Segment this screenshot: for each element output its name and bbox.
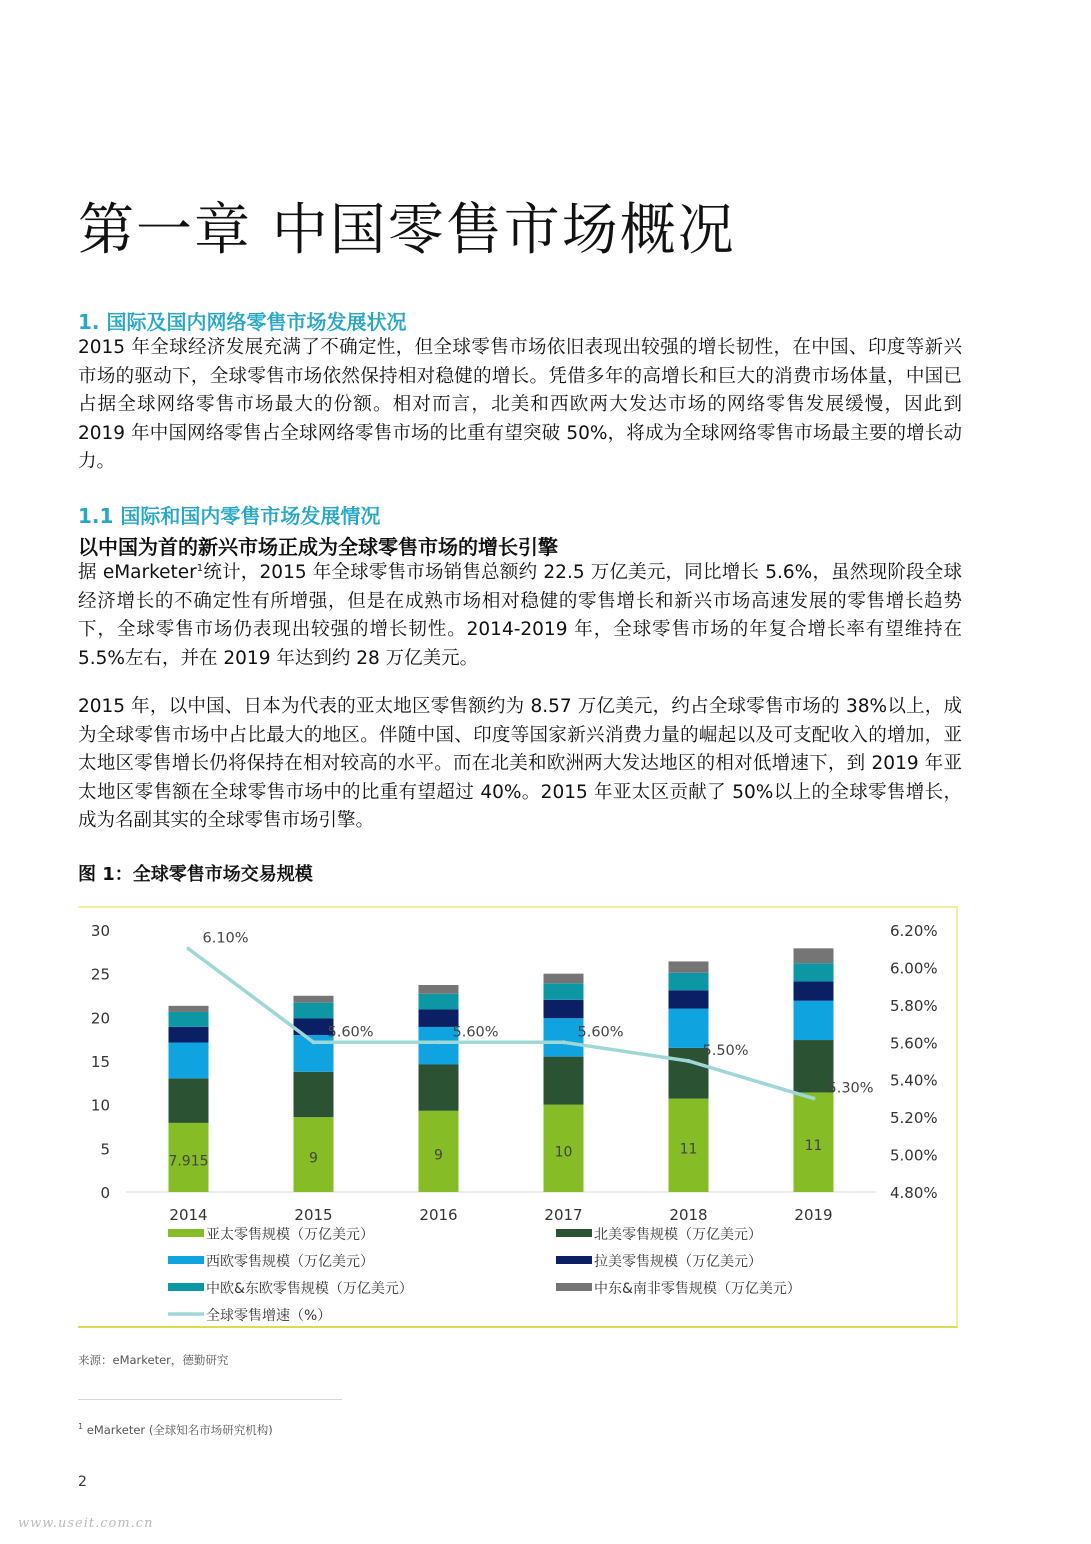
para-text-b: 统计，2015 年全球零售市场销售总额约 22.5 万亿美元，同比增长 5.6%，虽然现阶段全球经济增长的不确定性有所增强，但是在成熟市场相对稳健的零售增长和新兴市场高速发展的零售增长趋势下，全球零售市场仍表现出较强的增长韧性。2014-2019 年，全球零售市场的年复合增长率有望维持在 5.5%左右，并在 2019 年达到约 28 万亿美元。 — [78, 562, 962, 669]
growth-line-point — [562, 1040, 566, 1044]
growth-line-point — [687, 1059, 691, 1063]
x-tick-label: 2014 — [169, 1206, 208, 1224]
page-number: 2 — [78, 1474, 87, 1490]
chart-frame — [78, 906, 958, 1328]
growth-line-point — [312, 1040, 316, 1044]
subsection-heading-text: 国际和国内零售市场发展情况 — [120, 504, 381, 528]
growth-line — [189, 949, 814, 1099]
legend-label: 西欧零售规模（万亿美元） — [206, 1254, 374, 1270]
section-heading-text: 国际及国内网络零售市场发展状况 — [106, 310, 407, 334]
growth-data-label: 5.50% — [702, 1043, 749, 1059]
x-tick-label: 2015 — [294, 1206, 333, 1224]
figure-title: 图 1：全球零售市场交易规模 — [78, 864, 313, 885]
bar-segment — [794, 963, 834, 981]
growth-data-label: 5.60% — [452, 1024, 499, 1041]
bar-segment — [294, 1003, 334, 1019]
bar-segment — [669, 973, 709, 990]
para-text-a: 据 eMarketer — [78, 562, 197, 583]
y-left-tick-label: 5 — [100, 1140, 110, 1159]
bar-segment — [544, 1000, 584, 1018]
bar-segment — [419, 1064, 459, 1110]
y-right-tick-label: 5.60% — [890, 1034, 938, 1053]
subsection-number: 1.1 — [78, 504, 114, 528]
footnote-text: eMarketer (全球知名市场研究机构) — [86, 1423, 273, 1437]
bar-segment — [669, 990, 709, 1008]
footnote-ref[interactable]: 1 — [196, 562, 204, 574]
bar-segment — [169, 1078, 209, 1123]
y-left-tick-label: 15 — [90, 1053, 110, 1071]
footnote-divider — [78, 1399, 342, 1400]
legend-label: 亚太零售规模（万亿美元） — [206, 1227, 374, 1243]
footnote-number: 1 — [78, 1422, 84, 1432]
legend-label: 中欧&东欧零售规模（万亿美元） — [206, 1281, 413, 1297]
x-tick-label: 2018 — [669, 1206, 708, 1224]
legend-swatch — [556, 1229, 592, 1237]
stacked-bar-line-chart — [78, 908, 958, 1330]
subsection-heading — [78, 500, 380, 529]
bar-segment — [794, 982, 834, 1001]
bar-segment — [794, 1001, 834, 1040]
bar-segment — [169, 1012, 209, 1027]
bar-segment — [544, 983, 584, 1000]
y-left-tick-label: 30 — [90, 922, 110, 940]
bar-data-label: 9 — [309, 1150, 318, 1167]
y-right-tick-label: 5.20% — [890, 1109, 938, 1128]
bar-segment — [544, 1057, 584, 1105]
y-left-tick-label: 10 — [90, 1096, 110, 1115]
growth-line-point — [437, 1040, 441, 1044]
section-paragraph: 2015 年全球经济发展充满了不确定性，但全球零售市场依旧表现出较强的增长韧性，在中国、印度等新兴市场的驱动下，全球零售市场依然保持相对稳健的增长。凭借多年的高增长和巨大的消费市场体量，中国已占据全球网络零售市场最大的份额。相对而言，北美和西欧两大发达市场的网络零售发展缓慢，因此到 2019 年中国网络零售占全球网络零售市场的比重有望突破 50%，将成为全球网络零售市场最主要的增长动力。 — [78, 337, 962, 473]
bar-segment — [669, 961, 709, 972]
growth-data-label: 5.60% — [327, 1024, 374, 1041]
footnote — [78, 1422, 273, 1438]
y-right-tick-label: 5.80% — [890, 996, 938, 1015]
legend-label: 全球零售增速（%） — [206, 1308, 332, 1324]
growth-line-point — [187, 947, 191, 951]
x-tick-label: 2019 — [794, 1206, 833, 1224]
bar-segment — [419, 994, 459, 1010]
legend-swatch — [168, 1283, 204, 1291]
legend-label: 北美零售规模（万亿美元） — [594, 1227, 762, 1243]
bar-segment — [794, 948, 834, 963]
bar-segment — [294, 1072, 334, 1117]
chapter-title: 第一章 中国零售市场概况 — [78, 198, 736, 263]
y-right-tick-label: 6.20% — [890, 922, 938, 940]
subsection-subheading: 以中国为首的新兴市场正成为全球零售市场的增长引擎 — [78, 535, 558, 559]
bar-data-label: 9 — [434, 1147, 443, 1164]
y-right-tick-label: 5.40% — [890, 1071, 938, 1090]
bar-segment — [169, 1006, 209, 1012]
legend-swatch — [556, 1283, 592, 1291]
section-number: 1. — [78, 310, 100, 334]
y-left-tick-label: 25 — [90, 965, 110, 984]
y-right-tick-label: 6.00% — [890, 959, 938, 978]
legend-swatch — [556, 1256, 592, 1264]
figure-source: 来源：eMarketer，德勤研究 — [78, 1353, 229, 1367]
x-tick-label: 2016 — [419, 1206, 458, 1224]
growth-data-label: 5.30% — [827, 1080, 874, 1097]
bar-segment — [169, 1027, 209, 1043]
bar-segment — [544, 974, 584, 984]
legend-swatch — [168, 1256, 204, 1264]
x-tick-label: 2017 — [544, 1206, 583, 1224]
y-left-tick-label: 0 — [100, 1184, 110, 1202]
growth-data-label: 6.10% — [202, 930, 249, 947]
legend-label: 拉美零售规模（万亿美元） — [594, 1254, 762, 1270]
y-left-tick-label: 20 — [90, 1009, 110, 1028]
subsection-paragraph-2: 2015 年，以中国、日本为代表的亚太地区零售额约为 8.57 万亿美元，约占全球零售市场的 38%以上，成为全球零售市场中占比最大的地区。伴随中国、印度等国家新兴消费力量的崛起以及可支配收入的增加，亚太地区零售增长仍将保持在相对较高的水平。而在北美和欧洲两大发达地区的相对低增速下，到 2019 年亚太地区零售额在全球零售市场中的比重有望超过 40%。2015 年亚太区贡献了 50%以上的全球零售增长，成为名副其实的全球零售市场引擎。 — [78, 696, 962, 832]
legend-label: 中东&南非零售规模（万亿美元） — [594, 1281, 801, 1297]
bar-data-label: 11 — [804, 1138, 823, 1155]
bar-data-label: 11 — [679, 1141, 698, 1158]
bar-segment — [669, 1009, 709, 1048]
section-heading — [78, 306, 406, 335]
y-right-tick-label: 5.00% — [890, 1146, 938, 1165]
watermark: www.useit.com.cn — [18, 1516, 154, 1531]
bar-segment — [169, 1043, 209, 1079]
bar-data-label: 7.915 — [168, 1153, 209, 1170]
growth-line-point — [812, 1096, 816, 1100]
growth-data-label: 5.60% — [577, 1024, 624, 1041]
y-right-tick-label: 4.80% — [890, 1184, 938, 1202]
bar-data-label: 10 — [554, 1144, 573, 1161]
bar-segment — [419, 985, 459, 994]
bar-segment — [294, 996, 334, 1003]
subsection-paragraph-1 — [78, 559, 962, 673]
legend-swatch — [168, 1229, 204, 1237]
